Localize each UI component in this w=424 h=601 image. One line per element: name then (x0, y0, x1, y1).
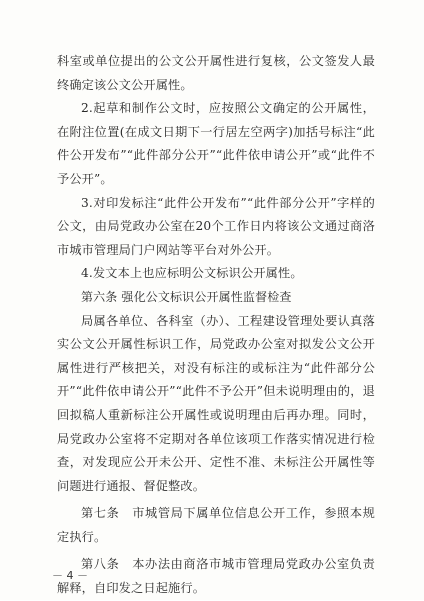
paragraph-item-4: 4.发文本上也应标明公文标识公开属性。 (81, 266, 303, 281)
article-6-heading: 第六条 强化公文标识公开属性监督检查 (81, 289, 292, 304)
article-7: 第七条 市城管局下属单位信息公开工作，参照本规定执行。 (57, 506, 375, 544)
article-8: 第八条 本办法由商洛市城市管理局党政办公室负责解释，自印发之日起施行。 (57, 557, 375, 596)
article-6-body: 局属各单位、各科室（办）、工程建设管理处要认真落实公文公开属性标识工作，局党政办公室对拟发公文公开属性进行严核把关，对没有标注的或标注为“此件部分公开”“此件依申请公开”“此件不予公开”但未说明理由的，退回拟稿人重新标注公开属性或说明理由后再办理。同时，局党政办公室将不定期对各单位该项工作落实情况进行检查，对发现应公开未公开、定性不准、未标注公开属性等问题进行通报、督促整改。 (57, 313, 375, 493)
document-body (57, 50, 375, 601)
paragraph-item-3: 3.对印发标注“此件公开发布”“此件部分公开”字样的公文，由局党政办公室在20个工作日内将该公文通过商洛市城市管理局门户网站等平台对外公开。 (57, 195, 375, 257)
paragraph-item-2: 2.起草和制作公文时，应按照公文确定的公开属性，在附注位置(在成文日期下一行居左空两字)加括号标注“此件公开发布”“此件部分公开”“此件依申请公开”或“此件不予公开”。 (57, 101, 375, 186)
paragraph-continuation: 科室或单位提出的公文公开属性进行复核，公文签发人最终确定该公文公开属性。 (57, 54, 375, 92)
page-number: － 4 － (52, 569, 88, 582)
